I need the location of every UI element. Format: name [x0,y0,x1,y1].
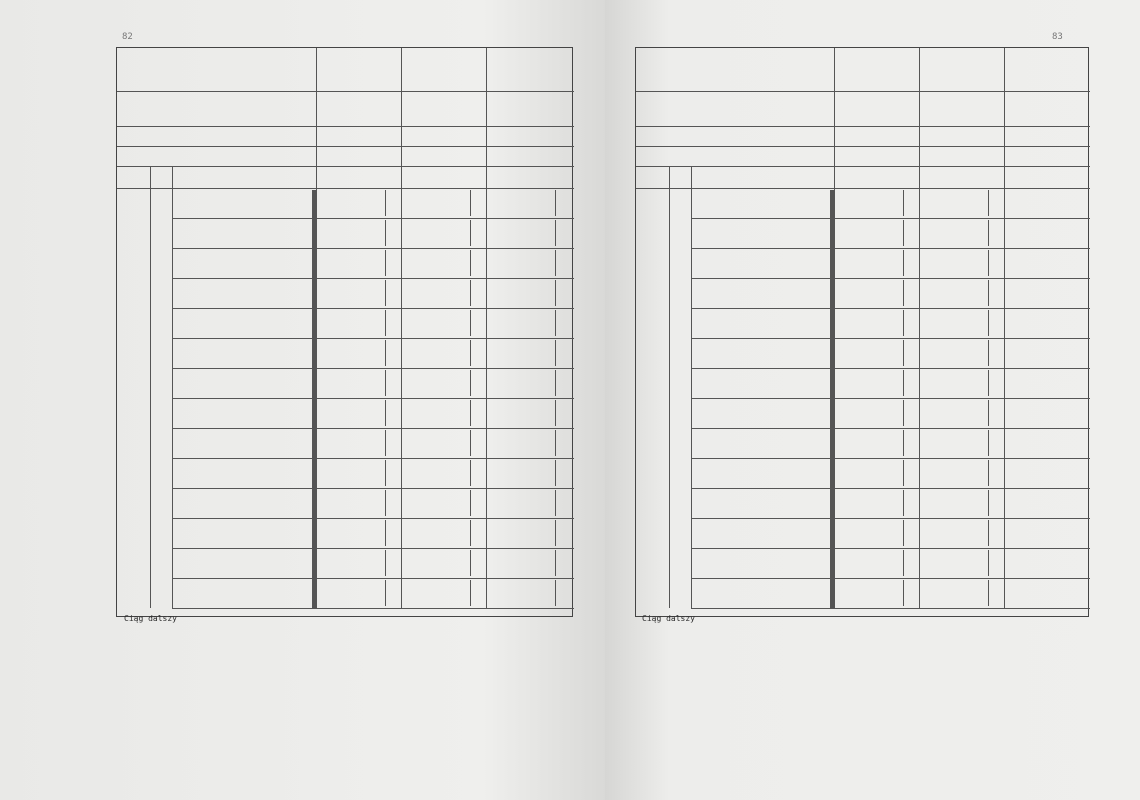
grid-line [555,400,556,426]
grid-line [555,220,556,246]
grid-line [903,520,904,546]
footer-continuation: Ciąg dalszy [124,614,177,623]
grid-line [691,368,1090,369]
grid-line [385,280,386,306]
grid-line [555,370,556,396]
grid-line [555,310,556,336]
grid-line [903,190,904,216]
grid-line [636,188,1090,189]
grid-line [691,548,1090,549]
grid-line [385,400,386,426]
grid-line [172,458,574,459]
grid-line [385,430,386,456]
grid-line [903,580,904,606]
grid-line [903,250,904,276]
grid-line [385,310,386,336]
grid-line [691,578,1090,579]
grid-line [385,490,386,516]
grid-line [636,126,1090,127]
grid-line [555,430,556,456]
footer-continuation: Ciąg dalszy [642,614,695,623]
grid-line [903,280,904,306]
grid-line [172,578,574,579]
grid-line [385,370,386,396]
grid-line [988,520,989,546]
grid-line [691,488,1090,489]
grid-line [903,310,904,336]
grid-line [988,370,989,396]
grid-line [172,166,173,608]
grid-line [172,608,574,609]
grid-line [172,398,574,399]
grid-line [172,218,574,219]
grid-line [385,190,386,216]
page-number: 83 [1052,32,1063,42]
grid-line [555,550,556,576]
grid-line [470,460,471,486]
grid-line [172,248,574,249]
grid-line [470,280,471,306]
grid-line [150,166,151,608]
grid-line [385,220,386,246]
grid-line [172,428,574,429]
grid-line [988,400,989,426]
grid-line [691,218,1090,219]
grid-line [691,398,1090,399]
grid-line [470,490,471,516]
timetable [116,47,573,617]
grid-line [470,400,471,426]
grid-line [988,310,989,336]
grid-line [691,518,1090,519]
grid-line [669,166,670,608]
grid-line [555,250,556,276]
grid-line [988,580,989,606]
grid-line [555,520,556,546]
grid-line [691,248,1090,249]
grid-line [691,458,1090,459]
grid-line [470,220,471,246]
route-bar [312,190,316,608]
grid-line [316,48,317,608]
grid-line [470,550,471,576]
timetable [635,47,1089,617]
grid-line [172,308,574,309]
grid-line [691,338,1090,339]
route-bar [830,190,834,608]
grid-line [636,146,1090,147]
grid-line [691,608,1090,609]
grid-line [903,460,904,486]
grid-line [636,166,1090,167]
grid-line [117,146,574,147]
grid-line [555,580,556,606]
grid-line [555,460,556,486]
grid-line [385,520,386,546]
grid-line [903,340,904,366]
grid-line [903,430,904,456]
right-page [605,0,1140,800]
grid-line [385,550,386,576]
grid-line [834,48,835,608]
grid-line [988,550,989,576]
grid-line [691,166,692,608]
grid-line [903,490,904,516]
grid-line [903,220,904,246]
grid-line [117,188,574,189]
grid-line [555,490,556,516]
grid-line [903,400,904,426]
grid-line [691,308,1090,309]
grid-line [172,338,574,339]
grid-line [470,310,471,336]
grid-line [988,430,989,456]
grid-line [691,428,1090,429]
grid-line [988,220,989,246]
grid-line [555,340,556,366]
grid-line [988,280,989,306]
grid-line [1004,48,1005,608]
grid-line [470,250,471,276]
grid-line [401,48,402,608]
grid-line [470,370,471,396]
grid-line [691,278,1090,279]
grid-line [470,190,471,216]
page-number: 82 [122,32,133,42]
grid-line [385,580,386,606]
grid-line [385,340,386,366]
grid-line [486,48,487,608]
grid-line [903,550,904,576]
grid-line [172,278,574,279]
grid-line [470,520,471,546]
grid-line [555,190,556,216]
grid-line [988,340,989,366]
grid-line [470,340,471,366]
grid-line [117,126,574,127]
grid-line [172,488,574,489]
grid-line [988,190,989,216]
grid-line [636,91,1090,92]
grid-line [988,460,989,486]
grid-line [172,548,574,549]
grid-line [555,280,556,306]
grid-line [988,490,989,516]
grid-line [988,250,989,276]
grid-line [470,430,471,456]
grid-line [470,580,471,606]
grid-line [117,166,574,167]
grid-line [385,460,386,486]
grid-line [385,250,386,276]
grid-line [172,518,574,519]
grid-line [117,91,574,92]
grid-line [172,368,574,369]
grid-line [903,370,904,396]
grid-line [919,48,920,608]
